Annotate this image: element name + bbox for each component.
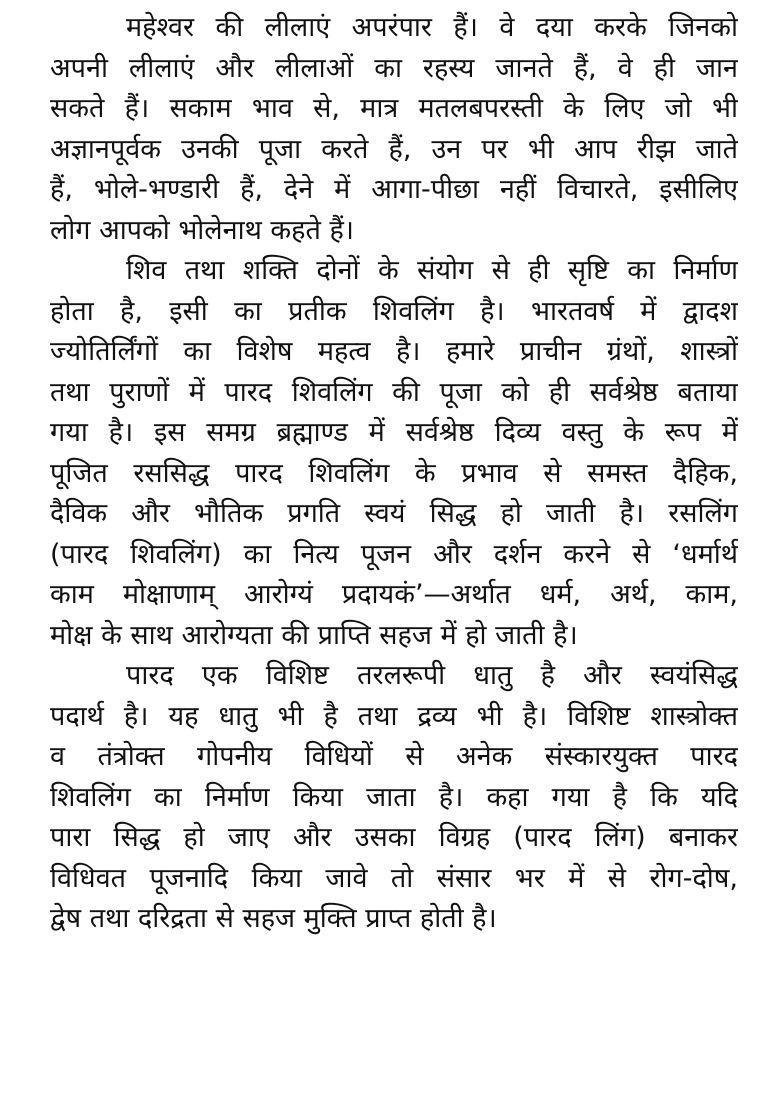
text-line: पूजित रससिद्ध पारद शिवलिंग के प्रभाव से समस्त दैहिक, [50, 457, 738, 489]
text-line: द्वेष तथा दरिद्रता से सहज मुक्ति प्राप्त होती है। [50, 903, 497, 934]
text-line: अपनी लीलाएं और लीलाओं का रहस्य जानते हैं, वे ही जान [50, 52, 738, 84]
text-line: विधिवत पूजनादि किया जावे तो संसार भर में से रोग-दोष, [50, 862, 738, 894]
text-line: काम मोक्षाणाम् आरोग्यं प्रदायकं’—अर्थात धर्म, अर्थ, काम, [50, 579, 738, 610]
text-line: शिव तथा शक्ति दोनों के संयोग से ही सृष्टि का निर्माण [126, 255, 738, 286]
text-line: (पारद शिवलिंग) का नित्य पूजन और दर्शन करने से ‘धर्मार्थ [50, 538, 738, 570]
paragraph-shivling [50, 251, 738, 656]
text-line: होता है, इसी का प्रतीक शिवलिंग है। भारतवर्ष में द्वादश [50, 295, 738, 327]
text-line: ज्योतिर्लिंगों का विशेष महत्व है। हमारे प्राचीन ग्रंथों, शास्त्रों [50, 336, 738, 367]
text-line: हैं, भोले-भण्डारी हैं, देने में आगा-पीछा नहीं विचारते, इसीलिए [50, 174, 738, 205]
text-line: पारद एक विशिष्ट तरलरूपी धातु है और स्वयंसिद्ध [126, 660, 738, 691]
text-line: पारा सिद्ध हो जाए और उसका विग्रह (पारद लिंग) बनाकर [50, 822, 738, 853]
text-line: शिवलिंग का निर्माण किया जाता है। कहा गया है कि यदि [50, 781, 738, 813]
paragraph-lilaen [50, 8, 738, 251]
text-line: गया है। इस समग्र ब्रह्माण्ड में सर्वश्रेष्ठ दिव्य वस्तु के रूप में [50, 417, 738, 448]
text-line: अज्ञानपूर्वक उनकी पूजा करते हैं, उन पर भी आप रीझ जाते [50, 133, 738, 165]
text-line: पदार्थ है। यह धातु भी है तथा द्रव्य भी है। विशिष्ट शास्त्रोक्त [50, 700, 738, 732]
text-line: लोग आपको भोलेनाथ कहते हैं। [50, 214, 355, 246]
paragraph-parad [50, 656, 738, 940]
text-line: व तंत्रोक्त गोपनीय विधियों से अनेक संस्कारयुक्त पारद [50, 741, 738, 772]
text-line: मोक्ष के साथ आरोग्यता की प्राप्ति सहज में हो जाती है। [50, 619, 578, 651]
text-line: दैविक और भौतिक प्रगति स्वयं सिद्ध हो जाती है। रसलिंग [50, 498, 738, 529]
text-line: तथा पुराणों में पारद शिवलिंग की पूजा को ही सर्वश्रेष्ठ बताया [50, 376, 738, 408]
text-line: सकते हैं। सकाम भाव से, मात्र मतलबपरस्ती के लिए जो भी [50, 93, 738, 124]
text-line: महेश्वर की लीलाएं अपरंपार हैं। वे दया करके जिनको [126, 12, 738, 43]
